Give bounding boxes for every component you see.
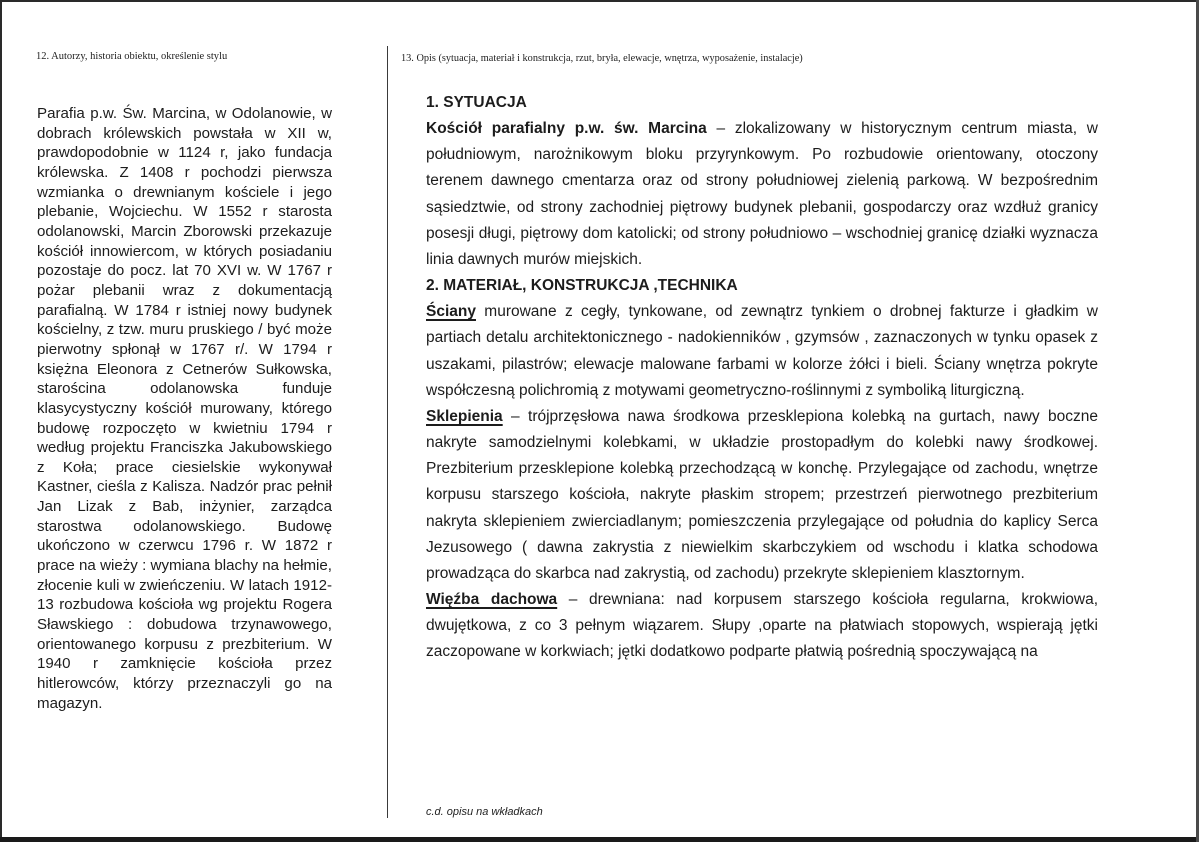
vaults-paragraph <box>426 404 1098 587</box>
vaults-label: Sklepienia <box>426 407 503 425</box>
column-divider <box>387 46 388 818</box>
header-right: 13. Opis (sytuacja, materiał i konstrukcja, rzut, bryła, elewacje, wnętrza, wyposażenie, instalacje) <box>401 53 803 64</box>
walls-label: Ściany <box>426 303 476 321</box>
page-border-left <box>0 0 2 842</box>
section-1-lead: Kościół parafialny p.w. św. Marcina <box>426 120 707 138</box>
description-column <box>426 90 1098 665</box>
section-1-heading: 1. SYTUACJA <box>426 94 527 111</box>
roof-paragraph <box>426 587 1098 665</box>
history-text: Parafia p.w. Św. Marcina, w Odolanowie, w dobrach królewskich powstała w XII w, prawdopodobnie w 1124 r, jako fundacja królewska. Z 1408 r pochodzi pierwsza wzmianka o drewnianym kościele i jego plebanie, Wojciechu. W 1552 r starosta odolanowski, Marcin Zborowski przekazuje kościół innowiercom, w których posiadaniu pozostaje do pocz. lat 70 XVI w. W 1767 r pożar plebanii wraz z dokumentacją parafialną. W 1784 r istniej nowy budynek kościelny, z tzw. muru pruskiego / być może pierwotny spłonął w 1767 r/. W 1794 r księżna Eleonora z Cetnerów Sułkowska, starościna odolanowska funduje klasycystyczny kościół murowany, którego budowę rozpoczęto w kwietniu 1794 r według projektu Franciszka Jakubowskiego z Koła; prace ciesielskie wykonywał Kastner, cieśla z Kalisza. Nadzór prac pełnił Jan Lizak z Bab, inżynier, zarządca starostwa odolanowskiego. Budowę ukończono w czerwcu 1796 r. W 1872 r prace na wieży : wymiana blachy na hełmie, złocenie kuli w zwieńczeniu. W latach 1912-13 rozbudowa kościoła wg projektu Rogera Sławskiego : dobudowa trzynawowego, orientowanego korpusu z prezbiterium. W 1940 r zamknięcie kościoła przez hitlerowców, którzy przeznaczyli go na magazyn. <box>37 105 332 712</box>
walls-text: murowane z cegły, tynkowane, od zewnątrz tynkiem o drobnej fakturze i gładkim w partiach detalu architektonicznego - nadokienników , gzymsów , zaznaczonych w tynku opasek z uszakami, pilastrów; elewacje malowane farbami w kolorze żółci i bieli. Ściany wnętrza pokryte współczesną polichromią z motywami geometryczno-roślinnymi z symboliką liturgiczną. <box>426 303 1098 399</box>
history-column <box>37 104 332 713</box>
section-2-heading: 2. MATERIAŁ, KONSTRUKCJA ,TECHNIKA <box>426 277 738 295</box>
section-1-paragraph <box>426 116 1098 273</box>
vaults-text: – trójprzęsłowa nawa środkowa przesklepiona kolebką na gurtach, nawy boczne nakryte samodzielnymi kolebkami, w układzie prostopadłym do kolebki nawy środkowej. Prezbiterium przesklepione kolebką przechodzącą w konchę. Przylegające od zachodu, wnętrze korpusu starszego kościoła, nakryte płaskim stropem; przestrzeń pierwotnego prezbiterium nakryta sklepieniem zwierciadlanym; pomieszczenia przylegające od południa do kaplicy Serca Jezusowego ( dawna zakrystia z niewielkim skarbczykiem od wschodu i klatka schodowa prowadząca do skarbca nad zakrystią, od zachodu) przekryte sklepieniem klasztornym. <box>426 407 1098 582</box>
walls-paragraph <box>426 299 1098 404</box>
roof-label: Więźba dachowa <box>426 590 558 608</box>
page-border-top <box>0 0 1199 2</box>
page-border-bottom <box>0 837 1199 842</box>
header-left: 12. Autorzy, historia obiektu, określenie stylu <box>36 51 228 62</box>
roof-text: – drewniana: nad korpusem starszego kościoła regularna, krokwiowa, dwujętkowa, z co 3 pełnym wiązarem. Słupy ,oparte na płatwiach stopowych, wspierają jętki zaczopowane w korkwiach; jętki dodatkowo podparte płatwią pośrednią spoczywającą na <box>426 590 1099 661</box>
section-1-text: – zlokalizowany w historycznym centrum miasta, w południowym, narożnikowym bloku przyrynkowym. Po rozbudowie orientowany, otoczony terenem dawnego cmentarza oraz od strony południowej zielenią parkową. W bezpośrednim sąsiedztwie, od strony zachodniej piętrowy budynek plebanii, gospodarczy oraz wzdłuż granicy posesji długi, piętrowy dom katolicki; od strony południowo – wschodniej granicę działki wyznacza linia dawnych murów miejskich. <box>426 120 1098 268</box>
continuation-note: c.d. opisu na wkładkach <box>426 806 543 818</box>
